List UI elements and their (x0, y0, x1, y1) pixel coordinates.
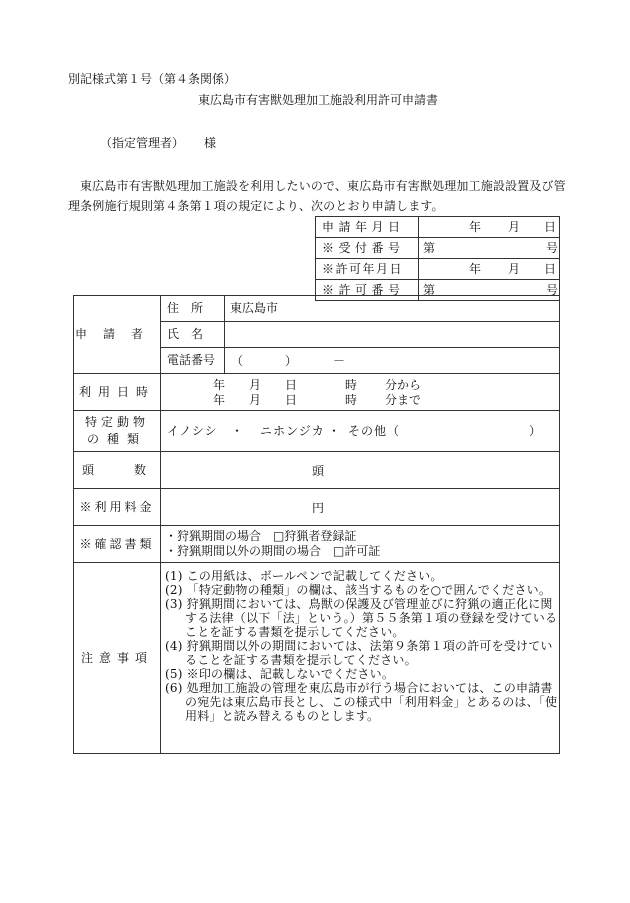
species-field[interactable] (161, 411, 560, 452)
usage-end-line (161, 393, 559, 407)
number-suffix: 号 (546, 283, 559, 297)
species-option-boar[interactable]: イノシシ (167, 424, 218, 438)
confirmation-docs-line2: ・狩猟期間以外の期間の場合 □許可証 (165, 544, 381, 558)
reception-number-label: ※受付番号 (316, 238, 419, 259)
fee-unit: 円 (312, 501, 325, 515)
name-field[interactable] (225, 322, 560, 348)
species-option-deer[interactable]: ニホンジカ (260, 424, 325, 438)
confirmation-docs-field[interactable] (161, 526, 560, 563)
intro-text-line2: 理条例施行規則第４条第１項の規定により、次のとおり申請します。 (68, 199, 444, 213)
until-mark: 分まで (385, 393, 422, 407)
year-mark: 年 (469, 220, 482, 234)
notes-field (161, 563, 560, 754)
note-item-1: (1) この用紙は、ボールペンで記載してください。 (165, 569, 443, 583)
month-mark: 月 (249, 393, 262, 407)
notes-label: 注意事項 (74, 563, 161, 754)
phone-label: 電話番号 (161, 348, 225, 374)
permission-number-label: ※許可番号 (316, 280, 419, 301)
phone-field[interactable] (225, 348, 560, 374)
species-separator: ・ (328, 424, 341, 438)
application-form-table (73, 295, 560, 754)
application-date-row (316, 217, 560, 238)
fee-field[interactable] (161, 489, 560, 526)
address-label: 住 所 (161, 296, 225, 322)
phone-paren-open: （ (231, 354, 244, 368)
permission-date-label: ※許可年月日 (316, 259, 419, 280)
permission-date-field[interactable] (419, 259, 560, 280)
species-option-other[interactable]: その他（ (348, 424, 401, 438)
addressee-honorific: 様 (204, 136, 217, 150)
head-count-label: 頭数 (74, 452, 161, 489)
note-item-4: (4) 狩猟期間以外の期間においては、法第９条第１項の許可を受けていることを証する書類を提示してください。 (165, 639, 553, 667)
permission-date-row (316, 259, 560, 280)
species-label-line1: 特定動物 (84, 415, 149, 429)
year-mark: 年 (469, 262, 482, 276)
note-item-6: (6) 処理加工施設の管理を東広島市が行う場合においては、この申請書の宛先は東広島市長とし、この様式中「利用料金」とあるのは、「使用料」と読み替えるものとします。 (165, 681, 558, 723)
month-mark: 月 (508, 262, 521, 276)
usage-datetime-field[interactable] (161, 374, 560, 411)
address-field[interactable]: 東広島市 (225, 296, 560, 322)
office-use-table (315, 216, 560, 301)
confirmation-docs-label: ※確認書類 (74, 526, 161, 563)
addressee: （指定管理者） (100, 136, 185, 150)
year-mark: 年 (213, 378, 226, 392)
confirmation-docs-row (74, 526, 560, 563)
day-mark: 日 (285, 378, 298, 392)
note-item-3: (3) 狩猟期間においては、鳥獣の保護及び管理並びに狩猟の適正化に関する法律（以下「法」という。）第５５条第１項の登録を受けていることを証する書類を提示してください。 (165, 597, 558, 639)
note-item-5: (5) ※印の欄は、記載しないでください。 (165, 667, 395, 681)
name-label: 氏 名 (161, 322, 225, 348)
from-mark: 分から (385, 378, 422, 392)
hour-mark: 時 (345, 378, 358, 392)
intro-text-line1: 東広島市有害獣処理加工施設を利用したいので、東広島市有害獣処理加工施設設置及び管 (80, 179, 566, 193)
hour-mark: 時 (345, 393, 358, 407)
number-prefix: 第 (423, 283, 436, 297)
note-item-2: (2) 「特定動物の種類」の欄は、該当するものを○で囲んでください。 (165, 583, 552, 597)
species-other-close: ） (529, 424, 542, 438)
usage-datetime-row (74, 374, 560, 411)
phone-paren-close: ） (285, 354, 298, 368)
applicant-label: 申請者 (74, 296, 161, 374)
year-mark: 年 (213, 393, 226, 407)
species-separator: ・ (231, 424, 244, 438)
application-date-label: 申請年月日 (316, 217, 419, 238)
fee-label: ※利用料金 (74, 489, 161, 526)
form-number: 別記様式第１号（第４条関係） (68, 72, 237, 86)
usage-datetime-label: 利用日時 (74, 374, 161, 411)
phone-dash: － (333, 354, 346, 368)
reception-number-row (316, 238, 560, 259)
notes-row (74, 563, 560, 754)
confirmation-docs-line1: ・狩猟期間の場合 □狩猟者登録証 (165, 529, 357, 543)
document-title: 東広島市有害獣処理加工施設利用許可申請書 (198, 93, 439, 107)
application-date-field[interactable] (419, 217, 560, 238)
day-mark: 日 (544, 262, 557, 276)
species-label-line2: の種類 (86, 432, 147, 446)
species-row (74, 411, 560, 452)
month-mark: 月 (249, 378, 262, 392)
fee-row (74, 489, 560, 526)
head-count-field[interactable] (161, 452, 560, 489)
month-mark: 月 (508, 220, 521, 234)
head-count-unit: 頭 (312, 464, 325, 478)
day-mark: 日 (544, 220, 557, 234)
species-label (74, 411, 161, 452)
notes-list (161, 563, 559, 729)
usage-start-line (161, 378, 559, 392)
reception-number-field[interactable] (419, 238, 560, 259)
applicant-address-row (74, 296, 560, 322)
number-prefix: 第 (423, 241, 436, 255)
head-count-row (74, 452, 560, 489)
number-suffix: 号 (546, 241, 559, 255)
day-mark: 日 (285, 393, 298, 407)
